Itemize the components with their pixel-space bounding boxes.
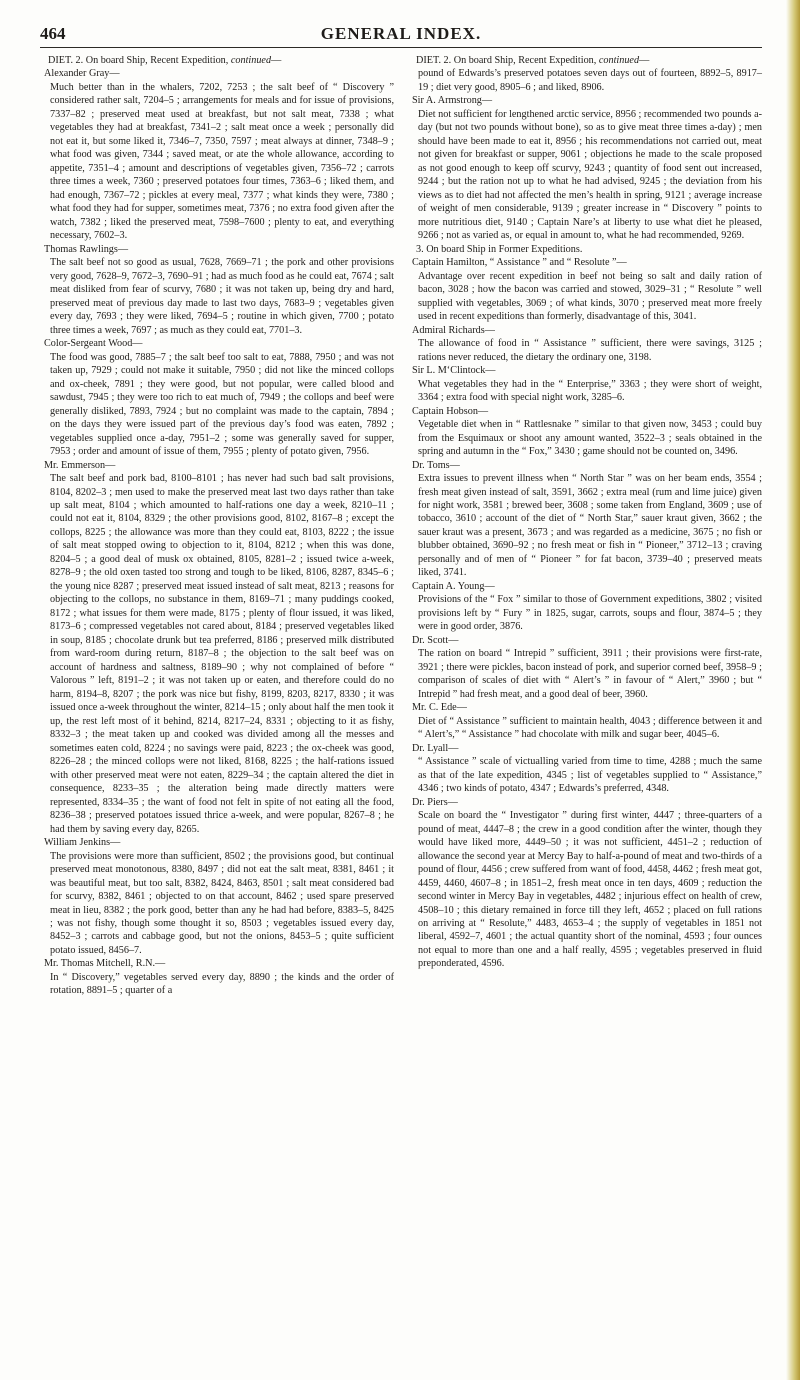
running-title: GENERAL INDEX. xyxy=(320,24,482,43)
index-entry xyxy=(40,459,394,837)
entry-name: Captain A. Young— xyxy=(412,580,495,592)
entry-name: Captain Hobson— xyxy=(412,405,489,417)
entry-heading: DIET. 2. On board Ship, Recent Expedition, continued— xyxy=(48,55,282,66)
entry-text: Vegetable diet when in “ Rattlesnake ” similar to that given now, 3453 ; could buy from the Esquimaux or shoot any amount wanted, 3522–3 ; seals obtained in the spring and autumn in the “ Fox,” 3430 ; game should not be counted on, 3496. xyxy=(418,419,762,458)
entry-name: Dr. Lyall— xyxy=(412,742,459,754)
entry-name: Alexander Gray— xyxy=(44,68,120,80)
entry-text: Scale on board the “ Investigator ” during first winter, 4447 ; three-quarters of a pound of meat, 4447–8 ; the crew in a good condition after the winter, though they would have liked more, 4449–50 ; it was not sufficient, 4451–2 ; reduction of allowance the second year at Mercy Bay to half-a-pound of meat and two-thirds of a pound of flour, 4456 ; crew suffered from want of food, 4458, 4462 ; fresh meat got, 4459, 4460, 4607–8 ; in 1851–2, fresh meat once in ten days, 4609 ; reduction the second winter in Mercy Bay in vegetables, 4482 ; injurious effect on health of crew, 4508–10 ; this dietary remained in force till they left, 4652 ; placed on full rations on arriving at “ Resolute,” 4483, 4653–4 ; the supply of vegetables in 1851 not liberal, 4592–7, 4601 ; the actual quantity short of the nominal, 4593 ; four ounces not equal to more than one and a half really, 4595 ; vegetables preserved in fluid preponderated, 4596. xyxy=(418,810,763,970)
header-rule xyxy=(40,47,762,48)
section-heading: 3. On board Ship in Former Expeditions. xyxy=(416,243,583,255)
index-entry xyxy=(408,256,762,323)
index-entry xyxy=(408,634,762,701)
index-entry xyxy=(408,405,762,459)
entry-text: The ration on board “ Intrepid ” sufficient, 3911 ; their provisions were first-rate, 3921 ; there were pickles, bacon instead of pork, and superior corned beef, 3958–9 ; comparison of scales of diet with “ Alert’s ” in favour of “ Alert,” 3960 ; but “ Intrepid ” had fresh meat, and a good deal of beer, 3960. xyxy=(418,648,762,700)
entry-continuation: pound of Edwards’s preserved potatoes seven days out of fourteen, 8892–5, 8917–19 ; diet very good, 8905–6 ; and liked, 8906. xyxy=(418,68,762,93)
page-edge xyxy=(786,0,800,1380)
entry-name: Sir A. Armstrong— xyxy=(412,95,493,107)
entry-text: What vegetables they had in the “ Enterprise,” 3363 ; they were short of weight, 3364 ; extra food with special night work, 3285–6. xyxy=(418,378,762,404)
index-entry xyxy=(40,957,394,997)
entry-name: Mr. Emmerson— xyxy=(44,459,116,471)
entry-name: Mr. C. Ede— xyxy=(412,702,467,714)
index-entry xyxy=(408,796,762,971)
entry-text: The provisions were more than sufficient, 8502 ; the provisions good, but continual preserved meat monotonous, 8380, 8497 ; did not eat the salt meat, 8381, 8461 ; it was beautiful meat, but too salt, 8382, 8424, 8463, 8501 ; salt meat considered bad for scurvy, 8382, 8461 ; objected to on that account, 8462 ; used spare preserved meat in lieu, 8382 ; the pork good, better than any he had had before, 8383–5, 8425 ; was not fishy, though some thought it so, 8503 ; vegetables issued every day, 8452–3 ; carrots and cabbage good, but not the onions, 8453–5 ; quite sufficient potato issued, 8456–7. xyxy=(50,850,394,956)
entry-name: Admiral Richards— xyxy=(412,324,495,336)
index-entry xyxy=(408,580,762,634)
index-entry xyxy=(40,337,394,458)
entry-name: William Jenkins— xyxy=(44,837,121,849)
entry-name: Sir L. M‘Clintock— xyxy=(412,365,496,377)
page-number: 464 xyxy=(40,24,66,43)
entry-name: Dr. Piers— xyxy=(412,796,458,808)
index-entry xyxy=(408,742,762,796)
index-entry xyxy=(408,459,762,580)
index-entry xyxy=(40,243,394,337)
entry-name: Captain Hamilton, “ Assistance ” and “ Resolute ”— xyxy=(412,257,627,269)
entry-text: In “ Discovery,” vegetables served every day, 8890 ; the kinds and the order of rotation, 8891–5 ; quarter of a xyxy=(50,971,394,997)
entry-text: Advantage over recent expedition in beef not being so salt and daily ration of bacon, 3028 ; how the bacon was carried and stowed, 3029–31 ; “ Resolute ” well supplied with vegetables, 3069 ; of what kinds, 3070 ; preserved meat more freely used in recent expeditions than formerly, disadvantage of this, 3041. xyxy=(418,270,762,323)
entry-text: The salt beef and pork bad, 8100–8101 ; has never had such bad salt provisions, 8104, 8202–3 ; men used to make the preserved meat last two days rather than take up salt meat, 8104 ; which amounted to half-rations one day a week, 8210–11 ; could not eat it, 8104, 8329 ; the other provisions good, 8102, 8167–8 ; except the collops, 8225 ; the allowance was more than they could eat, 8103, 8222 ; the issue of salt meat stopped owing to objection to it, 8104, 8212 ; when this was done, 8204–5 ; a good deal of musk ox obtained, 8105, 8281–2 ; issued twice a-week, 8278–9 ; the old oxen tasted too strong and tough to be liked, 8106, 8287, 8345–6 ; the young nice 8287 ; preserved meat issued instead of salt meat, 8213 ; reasons for objecting to the collops, no substance in them, 8169–71 ; many puddings cooked, 8172 ; what issues for them were made, 8175 ; plenty of flour issued, it was liked, 8173–6 ; compressed vegetables not cared about, 8184 ; preserved vegetables liked in soup, 8185 ; chocolate drunk but tea preferred, 8186 ; preserved milk distributed from ward-room during return, 8187–8 ; the objection to the salt beef was on account of hardness and saltness, 8189–90 ; why not complained of before “ Valorous ” left, 8191–2 ; it was not taken up or eaten, and therefore could do no harm, 8194–8, 8207 ; the pork was nice but fishy, 8199, 8203, 8217, 8330 ; it was issued once a-week throughout the winter, 8214–15 ; only about half the men took it up, the rest left most of it behind, 8214, 8217–24, 8331 ; objecting to it as fishy, 8332–3 ; the meat taken up and cooked was divided among all the messes and sometimes eaten cold, 8224 ; no savings were paid, 8223 ; the ox-cheek was good, 8226–28 ; the minced collops were not liked, 8168, 8225 ; the half-rations issued with other preserved meat were not eaten, 8229–34 ; the captain altered the diet in consequence, 8233–35 ; the alteration being made directly matters were represented, 8334–35 ; the want of food not felt in spite of not eating all the food, 8236–38 ; preserved potatoes issued thrice a-week, and were popular, 8267–8 ; he had them by saving every day, 8265. xyxy=(50,473,394,835)
entry-text: Provisions of the “ Fox ” similar to those of Government expeditions, 3802 ; visited provisions left by “ Fury ” in 1825, sugar, carrots, soups and flour, 3874–5 ; they were in good order, 3876. xyxy=(418,594,762,633)
entry-text: The salt beef not so good as usual, 7628, 7669–71 ; the pork and other provisions very good, 7628–9, 7672–3, 7690–91 ; had as much food as he could eat, 7674 ; salt meat disliked from fear of scurvy, 7680 ; it was not taken up, being dry and hard, preserved meat of previous day made to last two days, 7683–9 ; vegetables given every day, 7693 ; they were liked, 7694–5 ; routine in which given, 7700 ; potato three times a week, 7697 ; as much as they could eat, 7701–3. xyxy=(50,257,394,336)
entry-text: Extra issues to prevent illness when “ North Star ” was on her beam ends, 3554 ; fresh meat given instead of salt, 3591, 3662 ; extra meal (rum and lime juice) given for night work, 3581 ; brewed beer, 3608 ; some taken from England, 3609 ; use of tobacco, 3610 ; account of the diet of “ North Star,” sauer kraut given, 3662 ; the sauer kraut was a present, 3673 ; and was regarded as a medicine, 3675 ; no fish or blubber obtained, 3690–92 ; no fresh meat or fish in “ Pioneer,” 3712–13 ; craving personally and of men of “ Pioneer ” for fat bacon, 3739–40 ; preserved meats liked, 3741. xyxy=(418,473,762,579)
entry-name: Dr. Scott— xyxy=(412,634,459,646)
index-entry xyxy=(408,364,762,404)
entry-text: “ Assistance ” scale of victualling varied from time to time, 4288 ; much the same as that of the late expedition, 4345 ; list of vegetables supplied to “ Assistance,” 4346 ; two kinds of potato, 4347 ; Edwards’s preferred, 4348. xyxy=(418,756,762,795)
index-entry xyxy=(408,701,762,741)
index-entry xyxy=(408,94,762,242)
page-header xyxy=(40,20,762,48)
entry-name: Color-Sergeant Wood— xyxy=(44,338,143,350)
entry-text: Diet not sufficient for lengthened arctic service, 8956 ; recommended two pounds a-day (but not two pounds without bone), so as to give meat three times a-day) ; men should have been made to eat it, 8956 ; his recommendations not carried out, meat not given for breakfast or supper, 9061 ; objections he made to the scale proposed as not good enough to keep off scurvy, 9243 ; quantity of food sent out increased, 9244 ; but the ration not up to what he had advised, 9245 ; the deviation from his views as to diet had not affected the men’s health in spring, 9121 ; average increase of weight of men considerable, 9139 ; greater increase in “ Discovery ” points to more nutritious diet, 9140 ; Captain Nare’s at liberty to use what diet he pleased, 9266 ; not as varied as, or equal in amount to, what he had recommended, 9269. xyxy=(418,108,762,242)
entry-text: Diet of “ Assistance ” sufficient to maintain health, 4043 ; difference between it and “ Alert’s,” “ Assistance ” had chocolate with milk and sugar beer, 4045–6. xyxy=(418,715,762,741)
index-entry xyxy=(408,324,762,364)
entry-name: Mr. Thomas Mitchell, R.N.— xyxy=(44,958,166,970)
entry-text: The allowance of food in “ Assistance ” sufficient, there were savings, 3125 ; rations never reduced, the dietary the ordinary one, 3198. xyxy=(418,338,762,363)
index-entry xyxy=(40,67,394,242)
left-column xyxy=(40,54,394,998)
entry-text: The food was good, 7885–7 ; the salt beef too salt to eat, 7888, 7950 ; and was not taken up, 7929 ; could not make it suitable, 7950 ; did not like the minced collops and ox-cheek, 7891 ; they were good, but not popular, were called blood and sawdust, 7945 ; they were too rich to eat much of, 7949 ; the collops and beef were generally disliked, 7893, 7924 ; but no complaint was made to the captain, 7894 ; on the days they were issued part of the previous day’s food was eaten, 7892 ; vegetables supplied once a-day, 7951–2 ; some was generally saved for supper, 7953 ; order and amount of issue of them, 7955 ; plenty of potato given, 7956. xyxy=(50,351,394,458)
entry-text: Much better than in the whalers, 7202, 7253 ; the salt beef of “ Discovery ” considered rather salt, 7204–5 ; arrangements for meals and for issue of provisions, 7337–82 ; preserved meat used at breakfast, but not salt meat, 7338 ; what vegetables they had at breakfast, 7341–2 ; salt meat once a week ; personally did not eat it, but some liked it, 7346–7, 7350, 7597 ; meat always at dinner, 7348–9 ; what food was given, 7344 ; saved meat, or ate the whole allowance, according to appetite, 7351–4 ; amount and descriptions of vegetables given, 7356–72 ; carrots three times a week, 7360 ; preserved potatoes four times, 7363–6 ; liked them, and had enough, 7367–72 ; pickles at every meal, 7377 ; what kinds they were, 7380 ; what food they had for supper, sometimes meat, 7376 ; no extra food given after the watch, 7382 ; liked the preserved meat, 7598–7600 ; plenty to eat, and everything necessary, 7602–3. xyxy=(50,81,394,242)
right-column xyxy=(408,54,762,971)
entry-heading: DIET. 2. On board Ship, Recent Expedition, continued— xyxy=(416,55,650,66)
entry-name: Dr. Toms— xyxy=(412,459,460,471)
entry-name: Thomas Rawlings— xyxy=(44,243,129,255)
index-entry xyxy=(40,836,394,957)
